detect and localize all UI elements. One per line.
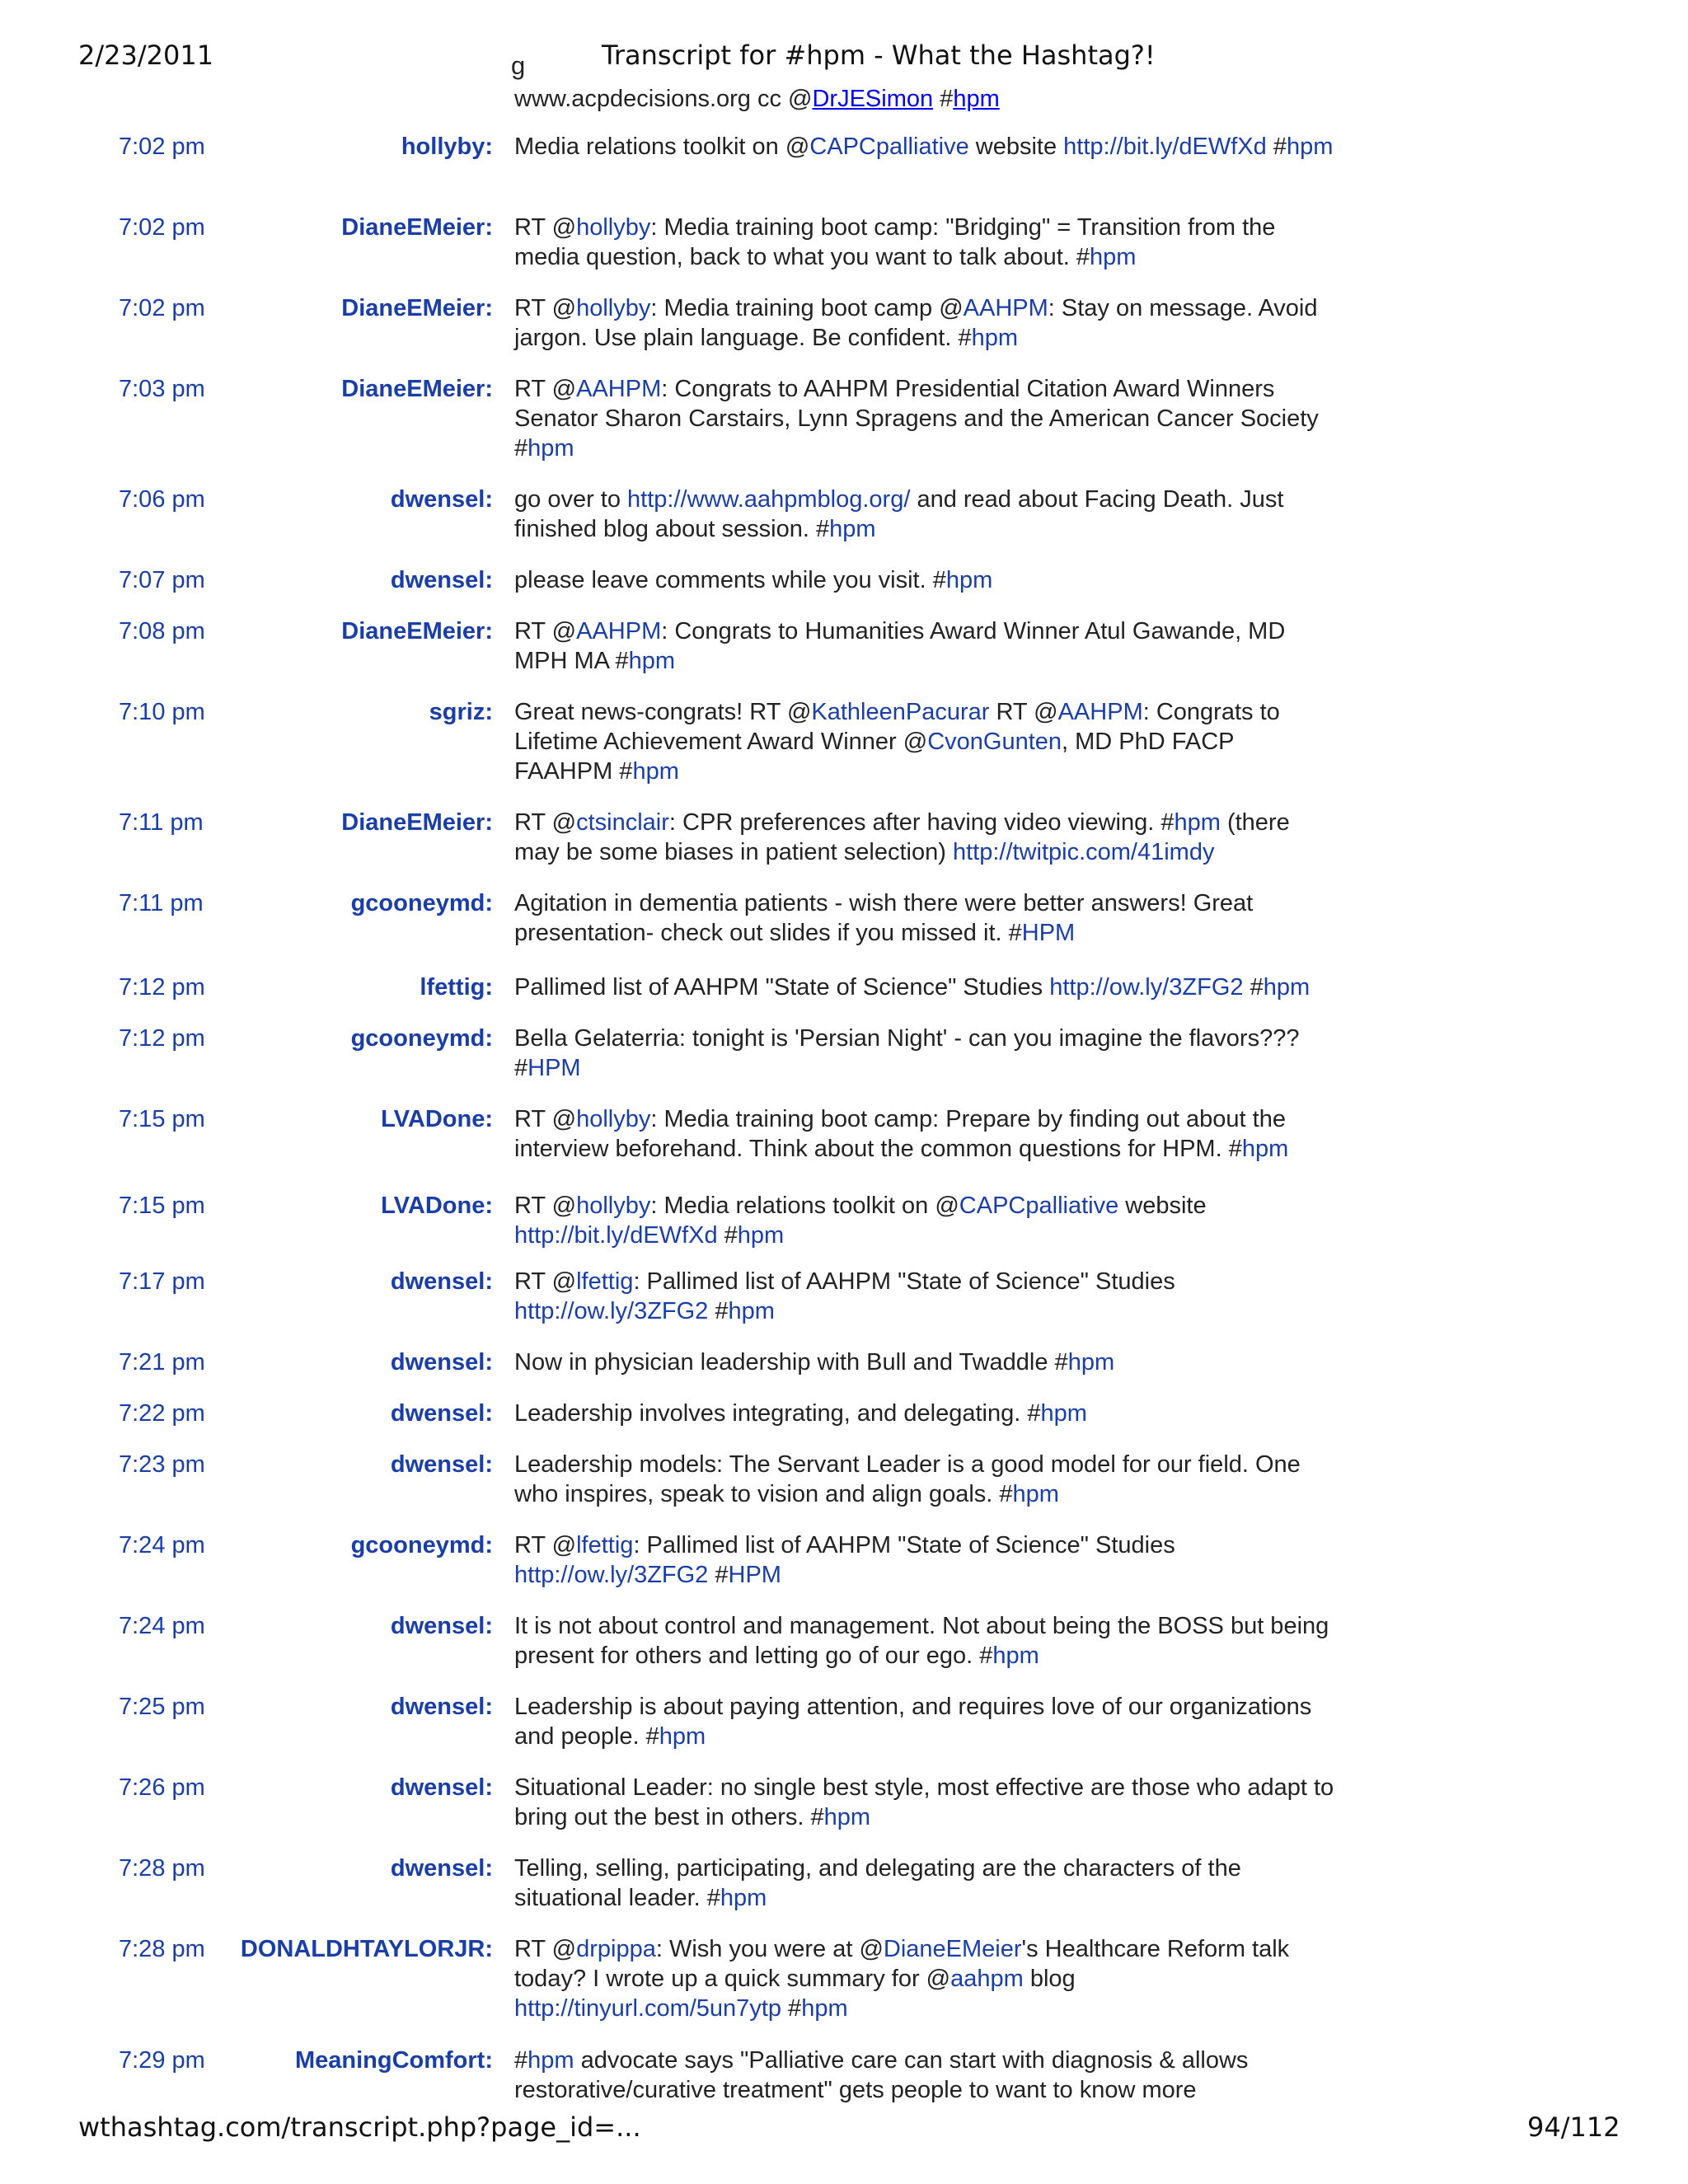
- tweet-text: Now in physician leadership with Bull and Twaddle #: [514, 1349, 1068, 1376]
- tweet-link[interactable]: hpm: [728, 1298, 775, 1324]
- tweet-username[interactable]: DianeEMeier:: [341, 295, 493, 321]
- tweet-link[interactable]: KathleenPacurar: [811, 699, 990, 725]
- tweet-message: [514, 1399, 1339, 1428]
- tweet-text: #: [708, 1562, 729, 1588]
- tweet-message: [514, 1692, 1339, 1751]
- continued-message: [514, 84, 1000, 114]
- tweet-time[interactable]: 7:02 pm: [119, 214, 205, 241]
- tweet-link[interactable]: hpm: [971, 325, 1019, 351]
- tweet-username[interactable]: DONALDHTAYLORJR:: [240, 1936, 493, 1962]
- print-footer: [0, 2111, 1688, 2153]
- tweet-link[interactable]: hpm: [1067, 1349, 1115, 1376]
- tweet-text: RT @: [514, 1193, 577, 1219]
- tweet-text: #: [781, 1995, 802, 2022]
- tweet-text: : Congrats to Humanities Award Winner Atul Gawande, MD MPH MA #: [514, 618, 1286, 674]
- tweet-username[interactable]: gcooneymd:: [350, 1025, 493, 1052]
- tweet-message: [514, 1347, 1339, 1377]
- tweet-message: [514, 1854, 1339, 1913]
- tweet-time[interactable]: 7:17 pm: [119, 1268, 205, 1295]
- tweet-link[interactable]: CvonGunten: [927, 729, 1062, 755]
- tweet-text: RT @: [514, 295, 577, 321]
- tweet-text: #: [1266, 134, 1287, 160]
- tweet-link[interactable]: hpm: [632, 758, 679, 785]
- tweet-text: , MD PhD FACP FAAHPM #: [514, 729, 1234, 785]
- tweet-time[interactable]: 7:06 pm: [119, 486, 205, 513]
- tweet-time[interactable]: 7:10 pm: [119, 699, 205, 725]
- tweet-text: #: [933, 86, 954, 112]
- tweet-username[interactable]: DianeEMeier:: [341, 214, 493, 241]
- tweet-link[interactable]: HPM: [728, 1562, 781, 1588]
- tweet-time[interactable]: 7:28 pm: [119, 1936, 205, 1962]
- tweet-time[interactable]: 7:15 pm: [119, 1193, 205, 1219]
- tweet-message: [514, 2046, 1339, 2105]
- tweet-username[interactable]: LVADone:: [381, 1106, 493, 1132]
- tweet-text: RT @: [514, 1106, 577, 1132]
- tweet-link[interactable]: AAHPM: [963, 295, 1048, 321]
- tweet-time[interactable]: 7:07 pm: [119, 567, 205, 593]
- tweet-text: blog: [1023, 1966, 1076, 1992]
- tweet-link[interactable]: hpm: [528, 2047, 574, 2074]
- tweet-message: [514, 374, 1339, 463]
- tweet-text: advocate says "Palliative care can start with diagnosis & allows restorative/curative treatment" gets people to want to know more: [514, 2047, 1249, 2103]
- tweet-link[interactable]: http://ow.ly/3ZFG2: [514, 1298, 709, 1324]
- tweet-text: : CPR preferences after having video viewing. #: [668, 809, 1175, 836]
- tweet-message: [514, 1611, 1339, 1671]
- tweet-link[interactable]: hpm: [659, 1723, 706, 1750]
- tweet-username[interactable]: hollyby:: [401, 134, 493, 160]
- tweet-text: : Wish you were at @: [655, 1936, 884, 1962]
- tweet-text: #: [514, 2047, 528, 2074]
- tweet-username[interactable]: dwensel:: [390, 567, 493, 593]
- tweet-link[interactable]: hollyby: [576, 214, 651, 241]
- tweet-message: [514, 697, 1339, 786]
- tweet-time[interactable]: 7:26 pm: [119, 1774, 205, 1801]
- tweet-time[interactable]: 7:15 pm: [119, 1106, 205, 1132]
- tweet-username[interactable]: DianeEMeier:: [341, 376, 493, 402]
- tweet-username[interactable]: dwensel:: [390, 1613, 493, 1639]
- tweet-username[interactable]: sgriz:: [429, 699, 493, 725]
- tweet-text: #: [708, 1298, 729, 1324]
- tweet-text: 's Healthcare Reform talk today? I wrote up a quick summary for @: [514, 1936, 1290, 1992]
- tweet-time[interactable]: 7:28 pm: [119, 1855, 205, 1882]
- tweet-message: [514, 888, 1339, 948]
- tweet-text: Leadership models: The Servant Leader is a good model for our field. One who inspires, speak to vision and align goals. #: [514, 1451, 1301, 1507]
- tweet-text: Media relations toolkit on @: [514, 134, 810, 160]
- tweet-text: RT @: [514, 1532, 577, 1558]
- tweet-link[interactable]: AAHPM: [1057, 699, 1143, 725]
- tweet-text: It is not about control and management. Not about being the BOSS but being present for others and letting go of our ego. #: [514, 1613, 1329, 1669]
- tweet-text: RT @: [514, 1936, 577, 1962]
- tweet-text: #: [717, 1222, 738, 1249]
- tweet-time[interactable]: 7:11 pm: [119, 809, 204, 836]
- tweet-link[interactable]: ctsinclair: [576, 809, 669, 836]
- tweet-link[interactable]: http://bit.ly/dEWfXd: [1063, 134, 1267, 160]
- tweet-link[interactable]: hollyby: [576, 1193, 651, 1219]
- tweet-link[interactable]: http://ow.ly/3ZFG2: [1049, 974, 1244, 1001]
- tweet-username[interactable]: dwensel:: [390, 1268, 493, 1295]
- tweet-message: [514, 1267, 1339, 1326]
- tweet-time[interactable]: 7:23 pm: [119, 1451, 205, 1478]
- tweet-username[interactable]: gcooneymd:: [350, 890, 493, 916]
- tweet-time[interactable]: 7:25 pm: [119, 1694, 205, 1720]
- tweet-link[interactable]: hpm: [945, 567, 993, 593]
- tweet-text: #: [1243, 974, 1264, 1001]
- tweet-link[interactable]: http://tinyurl.com/5un7ytp: [514, 1995, 781, 2022]
- tweet-link[interactable]: http://twitpic.com/41imdy: [952, 839, 1215, 865]
- tweet-message: [514, 1191, 1339, 1250]
- tweet-text: go over to: [514, 486, 628, 513]
- tweet-text: RT @: [514, 809, 577, 836]
- tweet-text: RT @: [514, 618, 577, 644]
- tweet-link[interactable]: lfettig: [576, 1532, 634, 1558]
- tweet-message: [514, 972, 1339, 1002]
- tweet-link[interactable]: hpm: [720, 1885, 767, 1911]
- tweet-message: [514, 1024, 1339, 1083]
- tweet-message: [514, 1104, 1339, 1164]
- tweet-link[interactable]: hpm: [737, 1222, 785, 1249]
- tweet-message: [514, 213, 1339, 272]
- tweet-text: RT @: [989, 699, 1058, 725]
- tweet-message: [514, 293, 1339, 353]
- tweet-text: please leave comments while you visit. #: [514, 567, 946, 593]
- tweet-username[interactable]: DianeEMeier:: [341, 618, 493, 644]
- tweet-text: : Pallimed list of AAHPM "State of Science" Studies: [633, 1268, 1175, 1295]
- tweet-username[interactable]: lfettig:: [420, 974, 493, 1001]
- tweet-text: : Congrats to AAHPM Presidential Citation Award Winners Senator Sharon Carstairs, Lynn Spragens and the American Cancer Society #: [514, 376, 1319, 462]
- tweet-time[interactable]: 7:24 pm: [119, 1613, 205, 1639]
- tweet-username[interactable]: dwensel:: [390, 1451, 493, 1478]
- tweet-link[interactable]: hpm: [953, 86, 1000, 112]
- tweet-message: [514, 616, 1339, 676]
- tweet-link[interactable]: hpm: [823, 1804, 871, 1830]
- tweet-text: www.acpdecisions.org cc @: [514, 86, 813, 112]
- page-number: 94/112: [1527, 2111, 1620, 2143]
- tweet-text: RT @: [514, 214, 577, 241]
- tweet-link[interactable]: hpm: [1040, 1400, 1087, 1427]
- tweet-link[interactable]: http://bit.ly/dEWfXd: [514, 1222, 718, 1249]
- tweet-link[interactable]: hollyby: [576, 295, 651, 321]
- print-date: 2/23/2011: [78, 40, 214, 71]
- tweet-link[interactable]: hpm: [1174, 809, 1221, 836]
- tweet-time[interactable]: 7:12 pm: [119, 974, 205, 1001]
- tweet-text: : Media training boot camp @: [650, 295, 964, 321]
- tweet-link[interactable]: hpm: [801, 1995, 848, 2022]
- tweet-username[interactable]: DianeEMeier:: [341, 809, 493, 836]
- tweet-username[interactable]: LVADone:: [381, 1193, 493, 1219]
- tweet-link[interactable]: aahpm: [950, 1966, 1024, 1992]
- tweet-username[interactable]: dwensel:: [390, 1774, 493, 1801]
- tweet-username[interactable]: dwensel:: [390, 1400, 493, 1427]
- tweet-text: Leadership is about paying attention, and requires love of our organizations and people. #: [514, 1694, 1312, 1750]
- tweet-link[interactable]: http://www.aahpmblog.org/: [627, 486, 911, 513]
- tweet-link[interactable]: DianeEMeier: [883, 1936, 1022, 1962]
- tweet-text: : Stay on message. Avoid jargon. Use plain language. Be confident. #: [514, 295, 1318, 351]
- tweet-text: Bella Gelaterria: tonight is 'Persian Night' - can you imagine the flavors??? #: [514, 1025, 1300, 1081]
- tweet-link[interactable]: hpm: [1090, 244, 1137, 270]
- tweet-text: (there may be some biases in patient selection): [514, 809, 1290, 865]
- footer-url: wthashtag.com/transcript.php?page_id=...: [78, 2111, 641, 2143]
- tweet-link[interactable]: hpm: [628, 648, 676, 674]
- tweet-username[interactable]: dwensel:: [390, 1855, 493, 1882]
- tweet-username[interactable]: gcooneymd:: [350, 1532, 493, 1558]
- tweet-link[interactable]: hpm: [992, 1643, 1039, 1669]
- transcript-list: [0, 132, 1688, 2106]
- tweet-time[interactable]: 7:21 pm: [119, 1349, 205, 1376]
- tweet-message: [514, 1773, 1339, 1832]
- tweet-message: [514, 1450, 1339, 1509]
- tweet-text: Great news-congrats! RT @: [514, 699, 812, 725]
- tweet-username[interactable]: MeaningComfort:: [294, 2047, 493, 2074]
- tweet-text: Leadership involves integrating, and delegating. #: [514, 1400, 1041, 1427]
- tweet-time[interactable]: 7:03 pm: [119, 376, 205, 402]
- tweet-text: Situational Leader: no single best style, most effective are those who adapt to bring out the best in others. #: [514, 1774, 1334, 1830]
- tweet-link[interactable]: HPM: [1021, 920, 1076, 946]
- tweet-text: Pallimed list of AAHPM "State of Science" Studies: [514, 974, 1050, 1001]
- tweet-message: [514, 485, 1339, 544]
- tweet-time[interactable]: 7:12 pm: [119, 1025, 205, 1052]
- tweet-text: and read about Facing Death. Just finished blog about session. #: [514, 486, 1284, 542]
- tweet-time[interactable]: 7:11 pm: [119, 890, 204, 916]
- tweet-link[interactable]: hpm: [1263, 974, 1311, 1001]
- tweet-message: [514, 1934, 1339, 2023]
- tweet-text: RT @: [514, 1268, 577, 1295]
- tweet-link[interactable]: hpm: [1012, 1481, 1059, 1507]
- tweet-text: : Media relations toolkit on @: [650, 1193, 959, 1219]
- cut-off-text: g: [511, 51, 526, 80]
- tweet-username[interactable]: dwensel:: [390, 486, 493, 513]
- tweet-time[interactable]: 7:22 pm: [119, 1400, 205, 1427]
- tweet-username[interactable]: dwensel:: [390, 1349, 493, 1376]
- tweet-message: [514, 565, 1339, 595]
- tweet-text: : Pallimed list of AAHPM "State of Science" Studies: [633, 1532, 1175, 1558]
- tweet-link[interactable]: AAHPM: [576, 618, 662, 644]
- tweet-time[interactable]: 7:24 pm: [119, 1532, 205, 1558]
- tweet-link[interactable]: http://ow.ly/3ZFG2: [514, 1562, 709, 1588]
- tweet-link[interactable]: DrJESimon: [812, 86, 934, 112]
- print-title: Transcript for #hpm - What the Hashtag?!: [602, 40, 1156, 71]
- cut-off-line: [511, 49, 1335, 81]
- tweet-text: RT @: [514, 376, 577, 402]
- tweet-time[interactable]: 7:08 pm: [119, 618, 205, 644]
- tweet-message: [514, 132, 1339, 162]
- tweet-link[interactable]: drpippa: [576, 1936, 656, 1962]
- tweet-link[interactable]: hollyby: [576, 1106, 651, 1132]
- tweet-text: : Media training boot camp: Prepare by finding out about the interview beforehand. Think about the common questions for HPM. #: [514, 1106, 1286, 1162]
- tweet-link[interactable]: CAPCpalliative: [959, 1193, 1119, 1219]
- tweet-username[interactable]: dwensel:: [390, 1694, 493, 1720]
- tweet-text: Telling, selling, participating, and delegating are the characters of the situational leader. #: [514, 1855, 1241, 1911]
- tweet-text: : Media training boot camp: "Bridging" = Transition from the media question, back to what you want to talk about. #: [514, 214, 1276, 270]
- tweet-link[interactable]: AAHPM: [576, 376, 662, 402]
- tweet-link[interactable]: hpm: [1241, 1136, 1289, 1162]
- tweet-text: website: [968, 134, 1064, 160]
- tweet-time[interactable]: 7:29 pm: [119, 2047, 205, 2074]
- tweet-link[interactable]: CAPCpalliative: [809, 134, 969, 160]
- tweet-link[interactable]: HPM: [528, 1055, 581, 1081]
- tweet-link[interactable]: hpm: [1286, 134, 1334, 160]
- tweet-message: [514, 808, 1339, 867]
- tweet-text: Agitation in dementia patients - wish there were better answers! Great presentation- check out slides if you missed it. #: [514, 890, 1254, 946]
- tweet-time[interactable]: 7:02 pm: [119, 134, 205, 160]
- tweet-link[interactable]: lfettig: [576, 1268, 634, 1295]
- tweet-message: [514, 1530, 1339, 1590]
- tweet-text: : Congrats to Lifetime Achievement Award Winner @: [514, 699, 1280, 755]
- tweet-link[interactable]: hpm: [829, 516, 876, 542]
- tweet-link[interactable]: hpm: [528, 435, 574, 462]
- tweet-text: website: [1118, 1193, 1207, 1219]
- tweet-time[interactable]: 7:02 pm: [119, 295, 205, 321]
